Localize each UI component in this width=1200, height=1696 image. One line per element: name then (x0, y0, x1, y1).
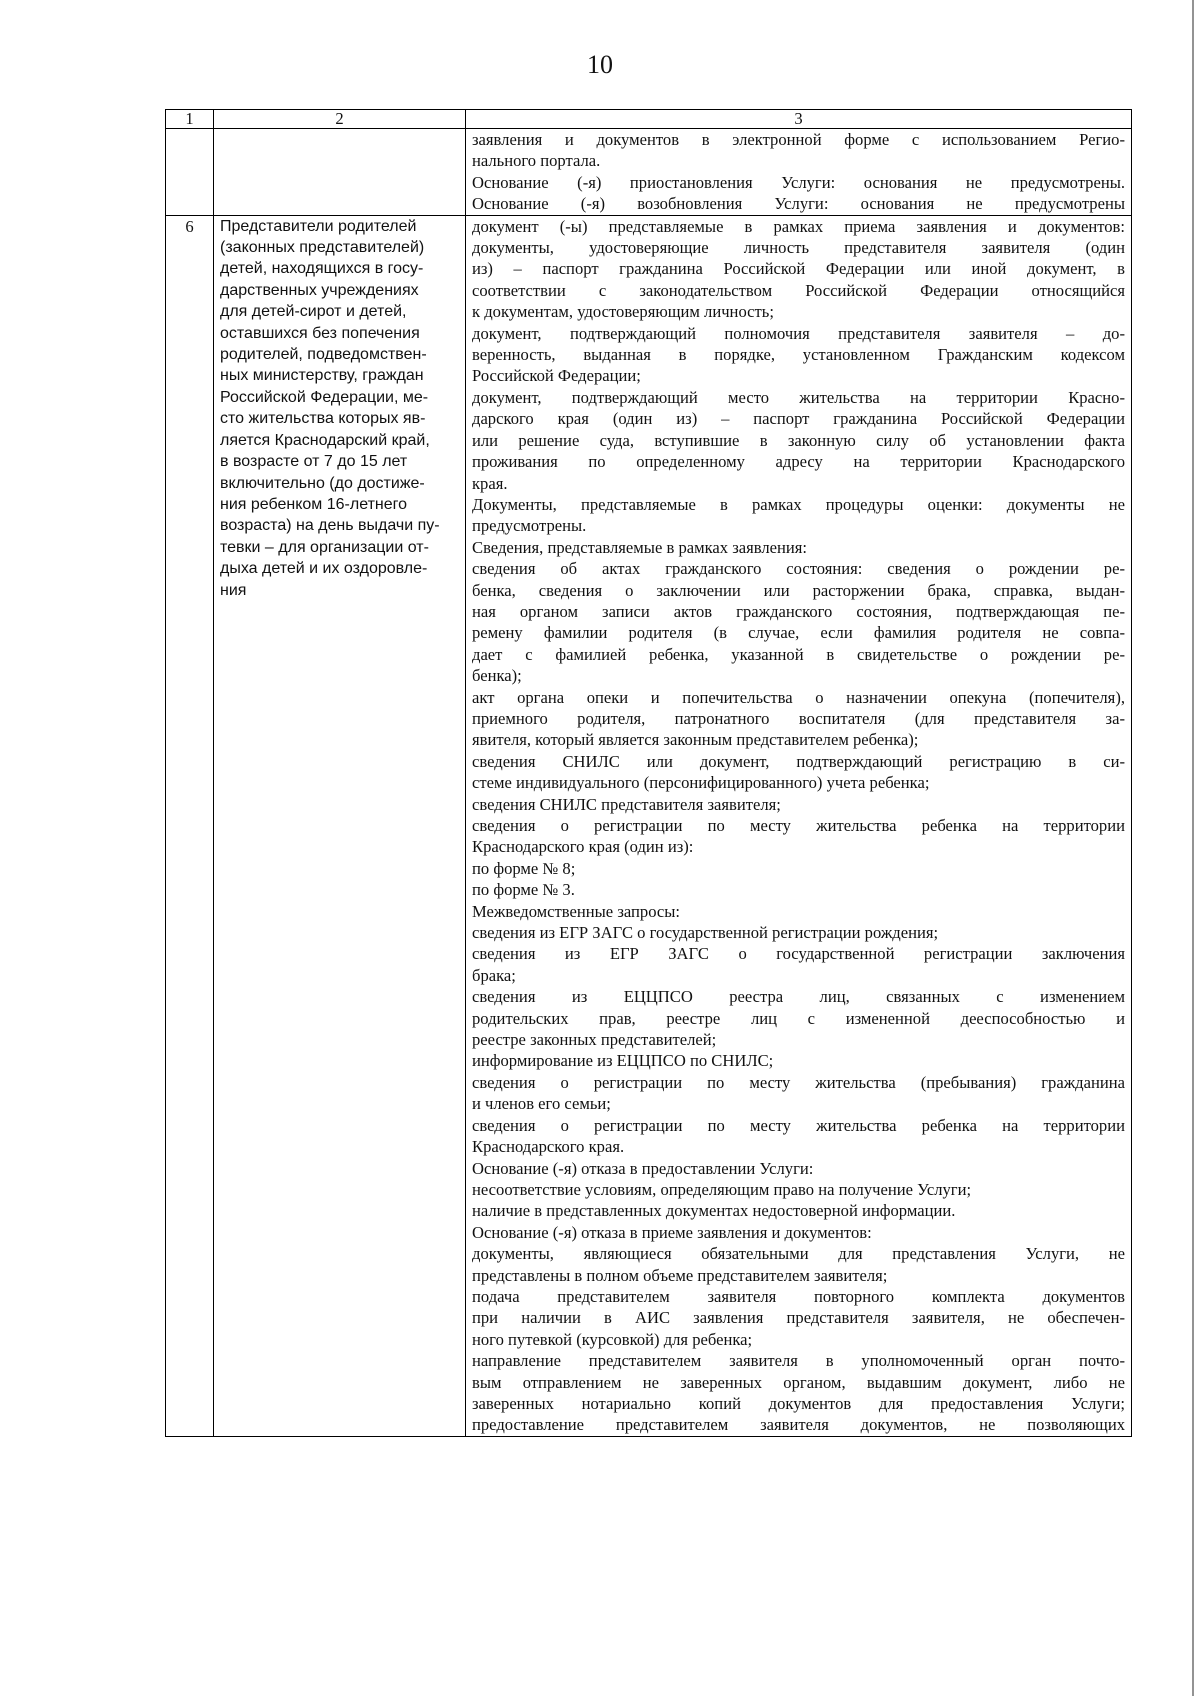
cont-line: Основание (-я) возобновления Услуги: основания не предусмотрены (472, 194, 1125, 214)
description-line: родительских прав, реестре лиц с измененной дееспособностью и (472, 1008, 1125, 1028)
description-line: Основание (-я) отказа в предоставлении Услуги: (472, 1158, 814, 1178)
document-table (165, 109, 1132, 1437)
description-line: сведения из ЕГР ЗАГС о государственной регистрации рождения; (472, 923, 939, 943)
description-line: Сведения, представляемые в рамках заявления: (472, 537, 808, 557)
description-line: ремену фамилии родителя (в случае, если фамилия родителя не совпа- (472, 623, 1125, 643)
recipient-line: включительно (до достиже- (220, 474, 425, 492)
recipient-line: ния (220, 581, 247, 599)
description-line: Основание (-я) отказа в приеме заявления и документов: (472, 1222, 872, 1242)
cont-line: заявления и документов в электронной форме с использованием Регио- (472, 130, 1125, 149)
scan-edge-line (1192, 0, 1194, 1696)
recipient-line: дарственных учреждениях (220, 281, 419, 299)
description-line: документ, подтверждающий полномочия представителя заявителя – до- (472, 323, 1125, 343)
description-line: сведения о регистрации по месту жительства ребенка на территории (472, 1115, 1125, 1135)
recipient-line: Представители родителей (220, 217, 417, 235)
description-line: представлены в полном объеме представителем заявителя; (472, 1265, 888, 1285)
description-line: Краснодарского края (один из): (472, 837, 694, 857)
description-line: бенка); (472, 666, 522, 686)
recipient-line: Российской Федерации, ме- (220, 388, 429, 406)
description-line: веренность, выданная в порядке, установленном Гражданским кодексом (472, 345, 1125, 365)
description-line: явителя, который является законным представителем ребенка); (472, 730, 919, 750)
recipient-line: ния ребенком 16-летнего (220, 495, 408, 513)
header-col-2: 2 (214, 110, 466, 129)
recipient-line: ляется Краснодарский край, (220, 431, 430, 449)
description-line: сведения СНИЛС представителя заявителя; (472, 794, 781, 814)
description-line: соответствии с законодательством Российской Федерации относящийся (472, 280, 1125, 300)
description-line: ного путевкой (курсовкой) для ребенка; (472, 1329, 753, 1349)
description-line: подача представителем заявителя повторного комплекта документов (472, 1286, 1125, 1306)
description-line: Российской Федерации; (472, 366, 641, 386)
description-line: направление представителем заявителя в уполномоченный орган почто- (472, 1351, 1125, 1371)
recipient-line: сто жительства которых яв- (220, 410, 426, 428)
recipient-line: оставшихся без попечения (220, 324, 420, 342)
description-line: документы, удостоверяющие личность представителя заявителя (один (472, 238, 1125, 258)
row-6-recipient (214, 215, 466, 1436)
description-line: сведения из ЕЦЦПСО реестра лиц, связанных с изменением (472, 987, 1125, 1007)
description-line: сведения о регистрации по месту жительства ребенка на территории (472, 816, 1125, 835)
description-line: реестре законных представителей; (472, 1030, 717, 1050)
page-number: 10 (587, 50, 613, 79)
recipient-line: возраста) на день выдачи пу- (220, 517, 440, 535)
description-line: по форме № 3. (472, 880, 575, 900)
description-line: брака; (472, 965, 516, 985)
table-row-continued (166, 129, 1132, 216)
recipient-line: для детей-сирот и детей, (220, 303, 407, 321)
description-line: дарского края (один из) – паспорт гражданина Российской Федерации (472, 409, 1125, 429)
description-line: Межведомственные запросы: (472, 901, 681, 921)
description-line: несоответствие условиям, определяющим право на получение Услуги; (472, 1179, 972, 1199)
row-6-number: 6 (166, 215, 214, 1436)
description-line: ная органом записи актов гражданского состояния, подтверждающая пе- (472, 601, 1125, 621)
description-line: при наличии в АИС заявления представителя заявителя, не обеспечен- (472, 1308, 1125, 1328)
recipient-line: ных министерству, граждан (220, 367, 424, 385)
description-line: информирование из ЕЦЦПСО по СНИЛС; (472, 1051, 774, 1071)
header-col-3: 3 (466, 110, 1132, 129)
recipient-line: тевки – для организации от- (220, 538, 429, 556)
table-header-row (166, 110, 1132, 129)
description-line: предоставление представителем заявителя документов, не позволяющих (472, 1415, 1125, 1435)
description-line: или решение суда, вступившие в законную силу об установлении факта (472, 430, 1125, 450)
description-line: документ, подтверждающий место жительства на территории Красно- (472, 387, 1125, 407)
row-6-description (466, 215, 1132, 1436)
description-line: из) – паспорт гражданина Российской Федерации или иной документ, в (472, 259, 1125, 279)
description-line: проживания по определенному адресу на территории Краснодарского (472, 452, 1125, 472)
recipient-line: в возрасте от 7 до 15 лет (220, 453, 408, 471)
row-cont-number (166, 129, 214, 216)
header-col-1: 1 (166, 110, 214, 129)
description-line: сведения о регистрации по месту жительства (пребывания) гражданина (472, 1072, 1125, 1092)
description-line: акт органа опеки и попечительства о назначении опекуна (попечителя), (472, 687, 1125, 707)
recipient-line: (законных представителей) (220, 239, 425, 257)
description-line: сведения СНИЛС или документ, подтверждающий регистрацию в си- (472, 751, 1125, 771)
row-cont-description (466, 129, 1132, 216)
row-cont-recipient (214, 129, 466, 216)
description-line: Документы, представляемые в рамках процедуры оценки: документы не (472, 494, 1125, 514)
cont-line: нального портала. (472, 151, 601, 171)
description-line: предусмотрены. (472, 516, 587, 536)
description-line: и членов его семьи; (472, 1094, 611, 1114)
description-line: дает с фамилией ребенка, указанной в свидетельстве о рождении ре- (472, 644, 1125, 664)
recipient-line: детей, находящихся в госу- (220, 260, 424, 278)
description-line: Краснодарского края. (472, 1137, 625, 1157)
table-row-6 (166, 215, 1132, 1436)
recipient-line: родителей, подведомствен- (220, 346, 427, 364)
description-line: бенка, сведения о заключении или расторжении брака, справка, выдан- (472, 580, 1125, 600)
description-line: документы, являющиеся обязательными для представления Услуги, не (472, 1244, 1125, 1264)
recipient-line: дыха детей и их оздоровле- (220, 560, 428, 578)
description-line: к документам, удостоверяющим личность; (472, 302, 774, 322)
description-line: наличие в представленных документах недостоверной информации. (472, 1201, 956, 1221)
cont-line: Основание (-я) приостановления Услуги: основания не предусмотрены. (472, 172, 1125, 192)
description-line: вым отправлением не заверенных органом, выдавшим документ, либо не (472, 1372, 1125, 1392)
description-line: края. (472, 473, 508, 493)
description-line: приемного родителя, патронатного воспитателя (для представителя за- (472, 708, 1125, 728)
description-line: сведения из ЕГР ЗАГС о государственной регистрации заключения (472, 944, 1125, 964)
description-line: сведения об актах гражданского состояния: сведения о рождении ре- (472, 559, 1125, 579)
description-line: стеме индивидуального (персонифицированного) учета ребенка; (472, 773, 930, 793)
description-line: по форме № 8; (472, 858, 576, 878)
description-line: документ (-ы) представляемые в рамках приема заявления и документов: (472, 216, 1125, 236)
description-line: заверенных нотариально копий документов для предоставления Услуги; (472, 1393, 1125, 1413)
